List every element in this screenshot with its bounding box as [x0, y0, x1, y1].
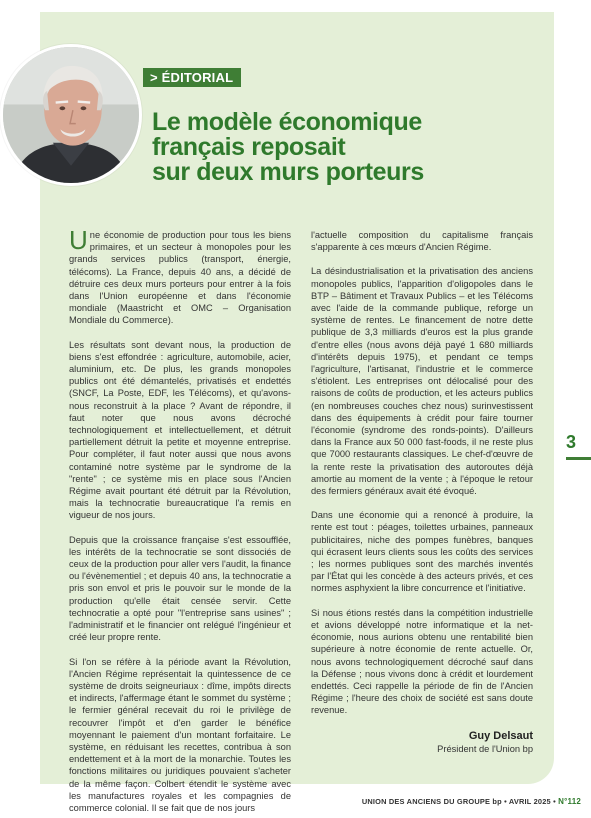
dropcap: U — [69, 225, 88, 255]
left-column — [69, 225, 291, 818]
title-line: sur deux murs porteurs — [152, 158, 424, 186]
paragraph: Dans une économie qui a renoncé à produire, la rente est tout : péages, toilettes urbaines, panneaux publicitaires, niche des pompes funèbres, banques qui écrasent leurs clients sous les coûts des services ; les normes publiques sont des marchés inventés par l'État qui les concède à des acteurs privés, et ces normes asphyxient la libre concurrence et l'initiative. — [311, 510, 533, 594]
footer-text: UNION DES ANCIENS DU GROUPE bp • AVRIL 2025 • — [361, 797, 559, 806]
author-name: Guy Delsaut — [468, 729, 533, 742]
paragraph: l'actuelle composition du capitalisme français s'apparente à ces mœurs d'Ancien Régime. — [311, 230, 533, 253]
paragraph: Si l'on se réfère à la période avant la Révolution, l'Ancien Régime représentait la quintessence de ce système de droits seigneuriaux : dîme, impôts directs et indirects, l'affermage étant le sommet du système ; le fermier général recevait du roi le privilège de recouvrer l'impôt et d'en garder le bénéfice moyennant le paiement d'un montant forfaitaire. Le système, en réduisant les recettes, contribua à son endettement et à la mort de la monarchie. Toutes les fonctions militaires ou juridiques pouvaient s'acheter de la même façon. Colbert étendit le système avec les manufactures royales et les compagnies de commerce colonial. Il se fait que de nos jours — [69, 656, 291, 813]
author-role: Président de l'Union bp — [437, 743, 533, 754]
title-line: Le modèle économique — [152, 108, 422, 136]
paragraph: La désindustrialisation et la privatisation des anciens monopoles publics, l'apparition d'oligopoles dans le BTP – Bâtiment et Travaux Publics – et les Télécoms avec l'aide de la commande publique, reforge un système de rentes. Le financement de notre dette publique de 3,3 milliards d'euros est la plus grande d'entre elles (nous avons déjà payé 1 680 milliards d'intérêts depuis 1975), et pendant ce temps l'agriculture, l'artisanat, l'industrie et le commerce s'étiolent. Les entreprises ont délocalisé pour des raisons de coûts de production, et les acteurs publics (en nombreuses couches chez nous) surinvestissent dans des équipements à crédit pour faire tourner l'économie (syndrome des ronds-points). D'ailleurs dans la France aux 50 000 fast-foods, il ne reste plus que 7000 restaurants classiques. Le chef-d'œuvre de la rente reste la privatisation des autoroutes déjà amortie au moment de la vente ; à l'époque le retour des fermiers généraux avait été évoqué. — [311, 266, 533, 497]
title-line: français reposait — [152, 133, 346, 161]
paragraph: Depuis que la croissance française s'est essoufflée, les intérêts de la technocratie se sont dissociés de ceux de la production pour aller vers l'audit, la finance ou l'évènementiel ; et depuis 40 ans, la technocratie a pris son envol et pris le pouvoir sur le monde de la production qu'elle était censée servir. Cette technocratie a opté pour "l'entreprise sans usines" ; l'administratif et le financier ont relégué l'ingénieur et créé leur propre rente. — [69, 534, 291, 643]
page-number: 3 — [566, 432, 577, 452]
page-number-bar — [566, 457, 591, 460]
issue-number: N°112 — [558, 797, 581, 806]
signature — [311, 729, 533, 755]
author-photo — [0, 44, 142, 186]
paragraph — [69, 225, 291, 327]
footer — [362, 797, 581, 806]
section-label: > ÉDITORIAL — [143, 68, 241, 87]
paragraph-text: ne économie de production pour tous les biens primaires, et un secteur à monopoles pour les grands services publics (transport, énergie, télécoms). La France, depuis 40 ans, a décidé de détruire ces deux murs porteurs pour entrer à la fois dans l'Union européenne et dans l'économie mondiale (Maastricht et OMC – Organisation Mondiale du Commerce). — [69, 230, 291, 326]
portrait-photo-icon — [3, 47, 139, 183]
paragraph: Les résultats sont devant nous, la production de biens s'est effondrée : agriculture, automobile, acier, aluminium, etc. De plus, les grands monopoles publics ont été démantelés, privatisés et endettés (SNCF, La Poste, EDF, les Télécoms), et qu'avons-nous reconstruit à la place ? Avant de répondre, il faut noter que nous avons décroché technologiquement et intellectuellement, et détruit partiellement détruit la petite et moyenne entreprise. Pour compléter, il faut noter aussi que nous avons contaminé notre système par le syndrome de la "rente" ; ce système mis en place sous l'Ancien Régime avait pourtant été détruit par la Révolution, mais la technocratie bureaucratique l'a remis en vigueur de nos jours. — [69, 339, 291, 521]
right-column — [311, 229, 533, 755]
paragraph: Si nous étions restés dans la compétition industrielle et avions développé notre informatique et la net-économie, nous aurions obtenu une rentabilité bien supérieure à notre économie de rente actuelle. Or, nous avons technologiquement décroché sauf dans la Défense ; nous vivons donc à crédit et lourdement endettés. Ceci rappelle la période de fin de l'Ancien Régime ; l'heure des choix de société est sans doute revenue. — [311, 607, 533, 716]
article-title — [152, 110, 452, 185]
